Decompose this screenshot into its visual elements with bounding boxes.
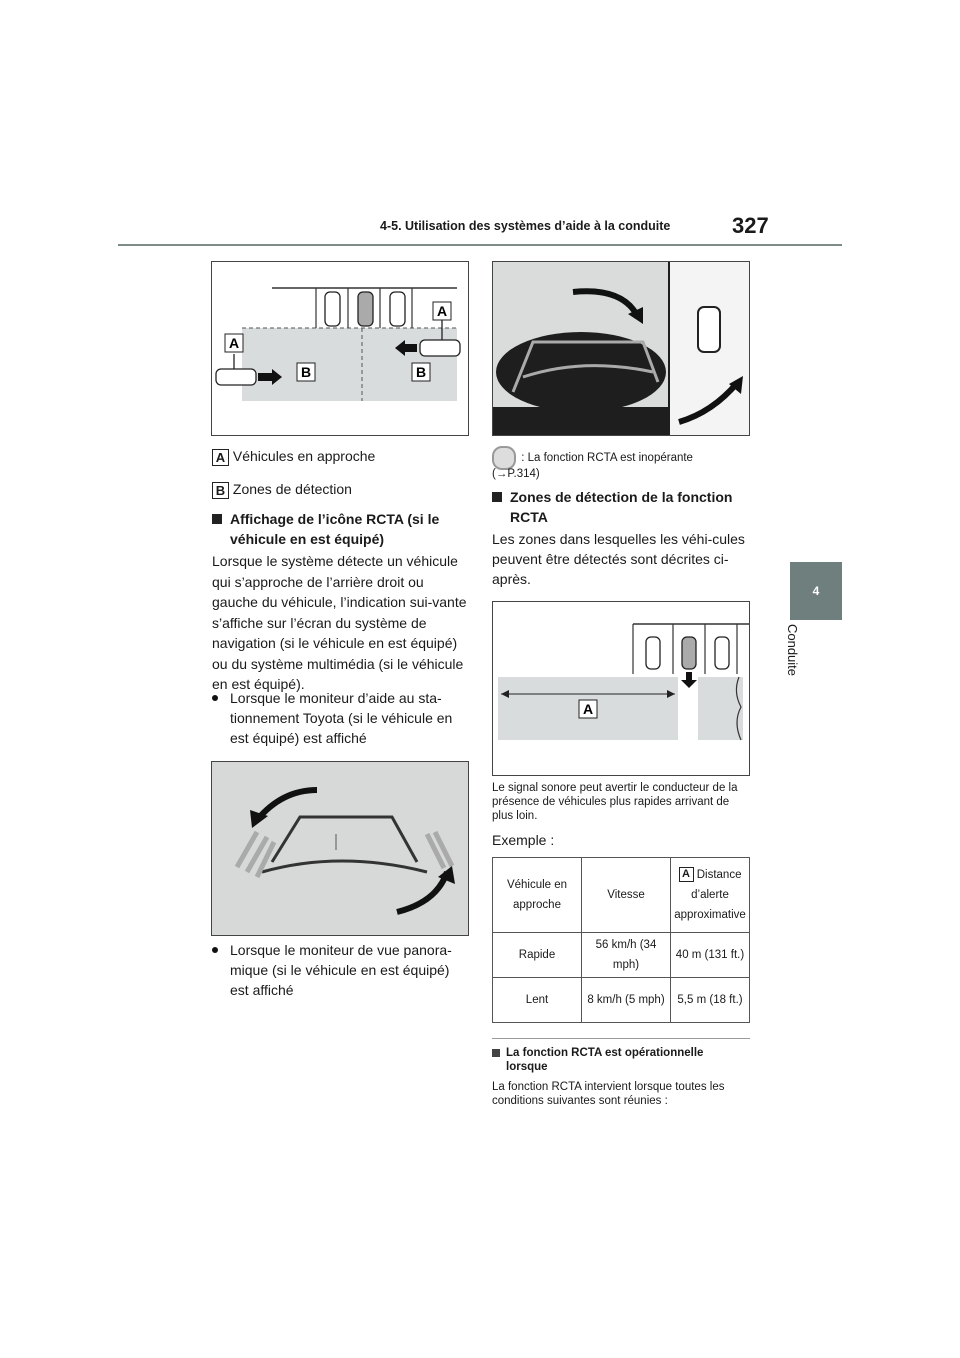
section-title: 4-5. Utilisation des systèmes d’aide à la conduite bbox=[380, 219, 671, 233]
fineprint-rule bbox=[492, 1038, 750, 1039]
table-header-row bbox=[493, 858, 750, 933]
header-rule bbox=[118, 244, 842, 246]
fig1-label-a: A bbox=[228, 335, 240, 351]
figure-detection-zone bbox=[492, 601, 750, 776]
inoperative-note: : La fonction RCTA est inopérante bbox=[492, 446, 693, 470]
table-cell: 40 m (131 ft.) bbox=[671, 933, 750, 978]
alert-distance-table bbox=[492, 857, 750, 1023]
detection-zones-heading: Zones de détection de la fonction RCTA bbox=[492, 487, 748, 527]
figure-parking-monitor bbox=[211, 761, 469, 936]
rcta-icon-body: Lorsque le système détecte un véhicule qui s’approche de l’arrière droit ou gauche du véhicule, l’indication sui-vante s’affiche sur l’écran du système de navigation (si le véhicule en est équipé) ou du système multimédia (si le véhicule en est équipé). bbox=[212, 553, 467, 692]
chapter-tab[interactable]: 4 bbox=[790, 562, 842, 620]
fineprint-body: La fonction RCTA intervient lorsque toutes les conditions suivantes sont réunies : bbox=[492, 1081, 725, 1107]
fineprint-heading: La fonction RCTA est opérationnelle lorsque bbox=[492, 1046, 748, 1074]
fig4-label-a: A bbox=[582, 701, 594, 717]
legend-a-text: Véhicules en approche bbox=[232, 448, 376, 464]
detection-zones-body: Les zones dans lesquelles les véhi-cules peuvent être détectés sont décrites ci-après. bbox=[492, 531, 745, 587]
table-cell: 5,5 m (18 ft.) bbox=[671, 978, 750, 1023]
table-row bbox=[493, 978, 750, 1023]
table-row bbox=[493, 933, 750, 978]
table-cell: 56 km/h (34 mph) bbox=[582, 933, 671, 978]
signal-note: Le signal sonore peut avertir le conducteur de la présence de véhicules plus rapides arrivant de plus loin. bbox=[492, 782, 738, 822]
fig1-label-a2: A bbox=[436, 303, 448, 319]
figure-approaching-vehicles bbox=[211, 261, 469, 436]
rcta-icon-heading: Affichage de l’icône RCTA (si le véhicule en est équipé) bbox=[212, 509, 467, 549]
legend-a bbox=[212, 446, 375, 466]
table-header-marker: A bbox=[679, 867, 694, 882]
chapter-label: Conduite bbox=[785, 623, 800, 677]
legend-b-text: Zones de détection bbox=[232, 481, 352, 497]
table-cell: Rapide bbox=[493, 933, 582, 978]
bullet-parking-monitor: Lorsque le moniteur d’aide au sta-tionnement Toyota (si le véhicule en est équipé) est affiché bbox=[212, 688, 468, 748]
table-cell: 8 km/h (5 mph) bbox=[582, 978, 671, 1023]
inoperative-ref[interactable]: (→P.314) bbox=[492, 468, 540, 480]
legend-a-marker: A bbox=[212, 449, 229, 466]
legend-b bbox=[212, 479, 352, 499]
legend-b-marker: B bbox=[212, 482, 229, 499]
table-cell: Lent bbox=[493, 978, 582, 1023]
fig1-label-b: B bbox=[300, 364, 312, 380]
figure-panoramic-monitor bbox=[492, 261, 750, 436]
page-number: 327 bbox=[732, 213, 769, 238]
fig1-label-b2: B bbox=[415, 364, 427, 380]
table-header: Véhicule en approche bbox=[493, 858, 582, 933]
table-header: Vitesse bbox=[582, 858, 671, 933]
example-label: Exemple : bbox=[492, 832, 555, 848]
bullet-panoramic-monitor: Lorsque le moniteur de vue panora-mique (si le véhicule en est équipé) est affiché bbox=[212, 940, 468, 1000]
table-header: A Distance d’alerte approximative bbox=[671, 858, 750, 933]
